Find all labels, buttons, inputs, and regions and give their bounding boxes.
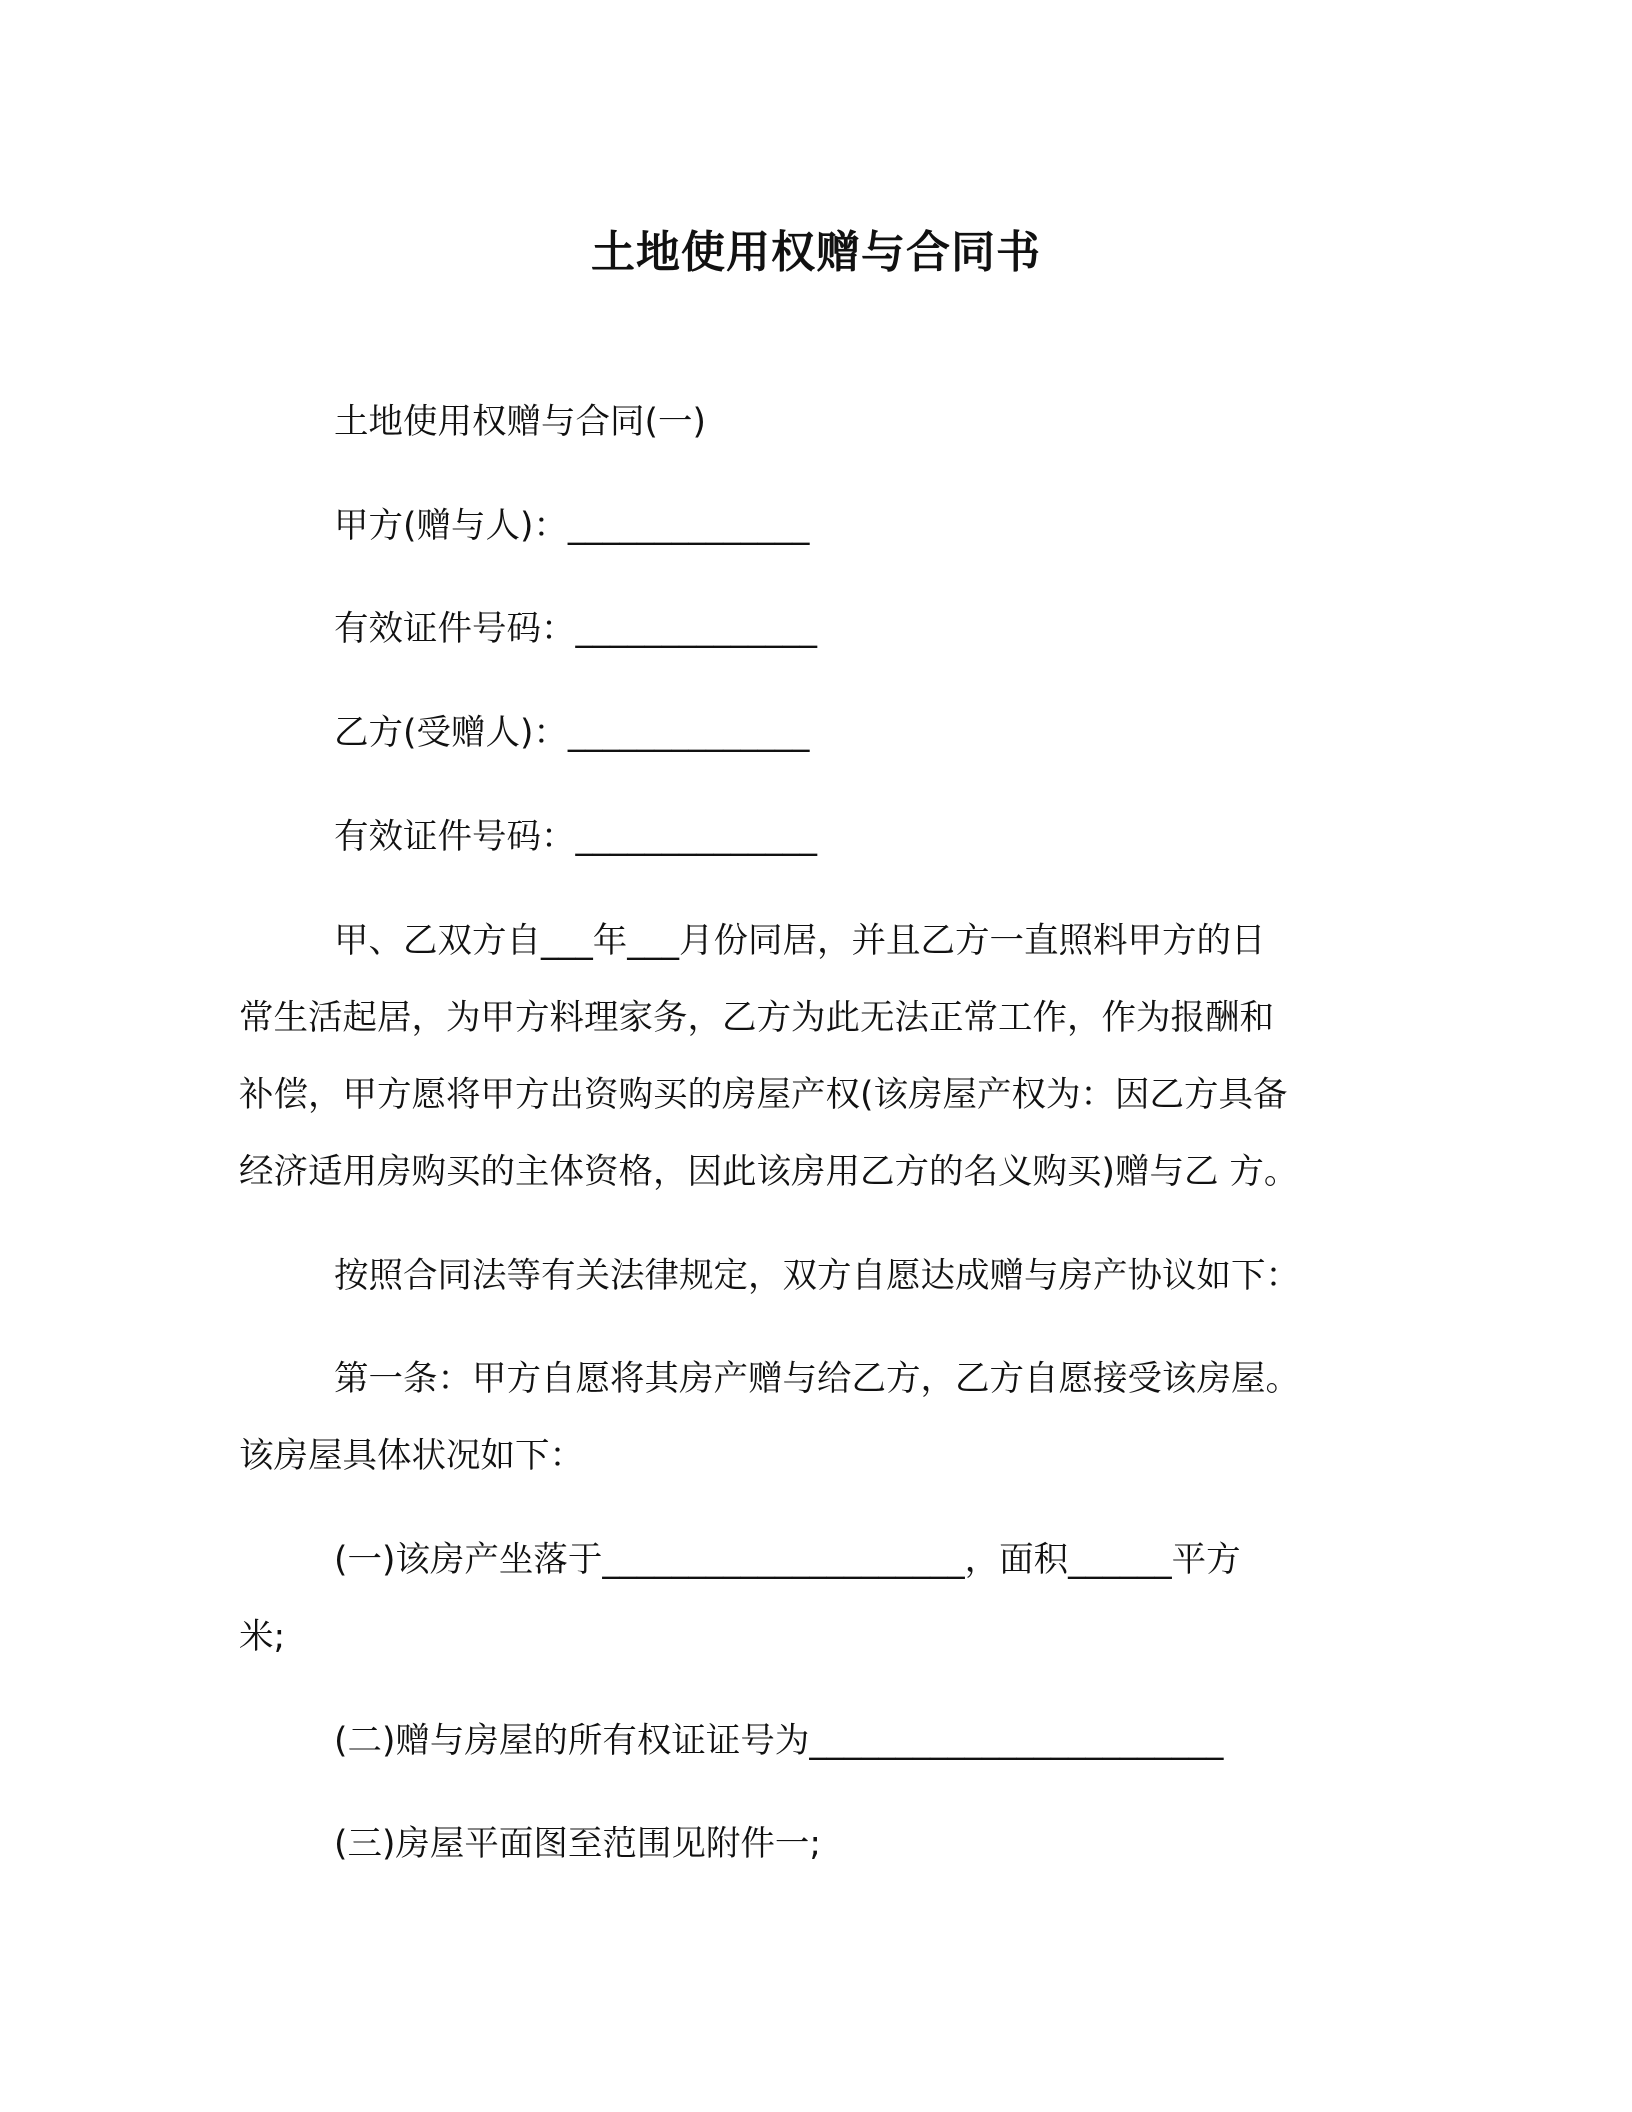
intro-paragraph-line-4: 经济适用房购买的主体资格，因此该房用乙方的名义购买)赠与乙 方。 — [239, 1152, 1299, 1192]
document-title: 土地使用权赠与合同书 — [591, 227, 1041, 278]
article-one-line-2: 该房屋具体状况如下： — [239, 1436, 584, 1476]
party-b-id-field: 有效证件号码：______________ — [334, 817, 817, 857]
item-one-line-1: (一)该房产坐落于_____________________，面积______平方 — [334, 1540, 1241, 1580]
intro-paragraph-line-1: 甲、乙双方自___年___月份同居，并且乙方一直照料甲方的日 — [334, 921, 1266, 961]
intro-paragraph-line-2: 常生活起居，为甲方料理家务，乙方为此无法正常工作，作为报酬和 — [239, 998, 1274, 1038]
contract-subtitle: 土地使用权赠与合同(一) — [334, 402, 706, 442]
item-three: (三)房屋平面图至范围见附件一; — [334, 1824, 822, 1864]
article-one-line-1: 第一条：甲方自愿将其房产赠与给乙方，乙方自愿接受该房屋。 — [334, 1359, 1300, 1399]
item-two: (二)赠与房屋的所有权证证号为________________________ — [334, 1721, 1224, 1761]
intro-paragraph-line-3: 补偿，甲方愿将甲方出资购买的房屋产权(该房屋产权为：因乙方具备 — [239, 1075, 1288, 1115]
party-b-field: 乙方(受赠人)：______________ — [334, 713, 810, 753]
party-a-id-field: 有效证件号码：______________ — [334, 609, 817, 649]
item-one-line-2: 米; — [239, 1617, 286, 1657]
party-a-field: 甲方(赠与人)：______________ — [334, 506, 810, 546]
agreement-statement: 按照合同法等有关法律规定，双方自愿达成赠与房产协议如下： — [334, 1256, 1300, 1296]
